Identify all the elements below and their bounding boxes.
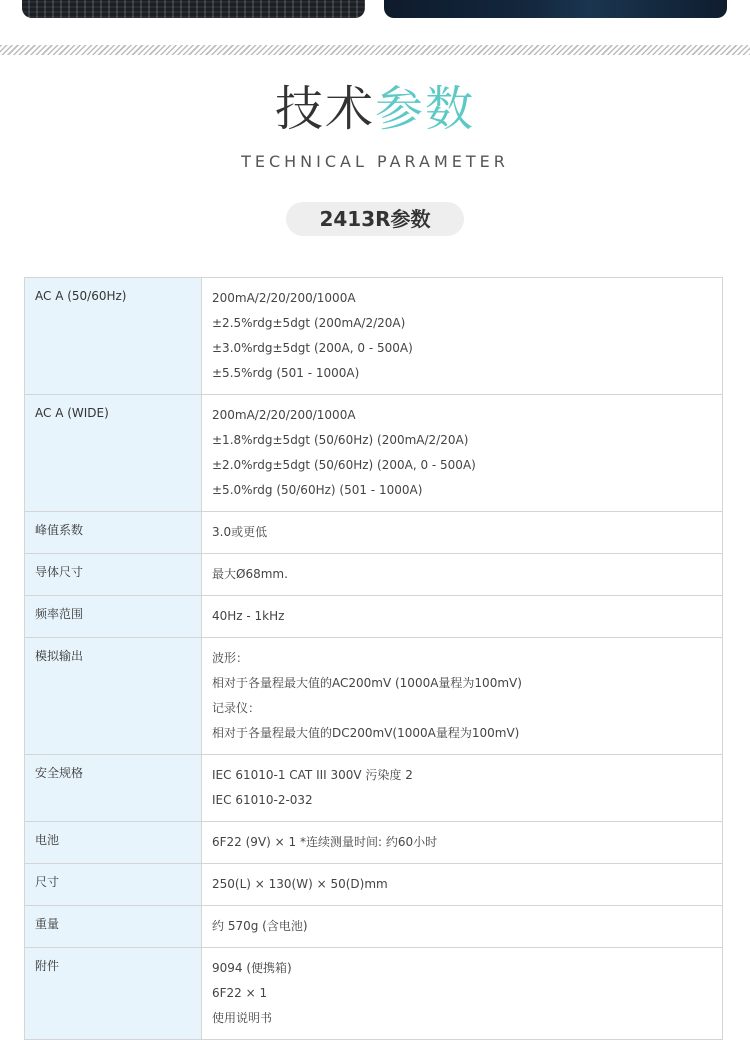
spec-value-line: 6F22 × 1 <box>212 986 268 1000</box>
table-row <box>25 554 723 596</box>
spec-value-line: 6F22 (9V) × 1 *连续测量时间: 约60小时 <box>212 835 438 849</box>
model-badge: 2413R参数 <box>286 202 464 236</box>
section-divider <box>0 45 750 55</box>
spec-label: 导体尺寸 <box>35 565 84 579</box>
spec-label: 尺寸 <box>35 875 60 889</box>
table-row <box>25 596 723 638</box>
table-row <box>25 864 723 906</box>
spec-value-cell <box>202 755 723 822</box>
table-row <box>25 948 723 1040</box>
spec-label: 峰值系数 <box>35 523 84 537</box>
spec-label-cell <box>25 864 202 906</box>
spec-label-cell <box>25 906 202 948</box>
table-row <box>25 906 723 948</box>
table-row <box>25 395 723 512</box>
spec-value-line: 使用说明书 <box>212 1011 273 1025</box>
spec-value-line: 记录仪： <box>212 701 261 715</box>
spec-value-line: 200mA/2/20/200/1000A <box>212 408 356 422</box>
spec-label: AC A (50/60Hz) <box>35 289 127 303</box>
spec-label: 模拟输出 <box>35 649 84 663</box>
spec-value-line: ±5.5%rdg (501 - 1000A) <box>212 366 360 380</box>
spec-value-cell <box>202 948 723 1040</box>
spec-value-cell <box>202 906 723 948</box>
spec-value-cell <box>202 638 723 755</box>
spec-value-line: 最大Ø68mm. <box>212 567 288 581</box>
spec-value-cell <box>202 596 723 638</box>
spec-label-cell <box>25 596 202 638</box>
spec-value-cell <box>202 822 723 864</box>
spec-table-body <box>25 278 723 1040</box>
spec-value-line: ±5.0%rdg (50/60Hz) (501 - 1000A) <box>212 483 423 497</box>
spec-value-line: 9094 (便携箱) <box>212 961 292 975</box>
section-subtitle: TECHNICAL PARAMETER <box>241 152 509 171</box>
table-row <box>25 755 723 822</box>
spec-value-line: 约 570g (含电池) <box>212 919 308 933</box>
product-photo-left <box>22 0 365 18</box>
section-title-main: 技术 <box>274 81 375 137</box>
spec-value-cell <box>202 395 723 512</box>
spec-value-line: ±1.8%rdg±5dgt (50/60Hz) (200mA/2/20A) <box>212 433 469 447</box>
spec-label-cell <box>25 755 202 822</box>
spec-value-line: IEC 61010-2-032 <box>212 793 313 807</box>
spec-value-line: 250(L) × 130(W) × 50(D)mm <box>212 877 388 891</box>
table-row <box>25 278 723 395</box>
spec-label-cell <box>25 395 202 512</box>
spec-value-line: 相对于各量程最大值的DC200mV(1000A量程为100mV) <box>212 726 520 740</box>
spec-label-cell <box>25 512 202 554</box>
spec-value-cell <box>202 278 723 395</box>
spec-label: 重量 <box>35 917 60 931</box>
section-title-accent: 参数 <box>375 81 476 137</box>
spec-label-cell <box>25 278 202 395</box>
spec-value-line: ±2.5%rdg±5dgt (200mA/2/20A) <box>212 316 406 330</box>
spec-label-cell <box>25 638 202 755</box>
spec-label: AC A (WIDE) <box>35 406 109 420</box>
spec-value-line: 相对于各量程最大值的AC200mV (1000A量程为100mV) <box>212 676 522 690</box>
spec-label-cell <box>25 822 202 864</box>
section-title <box>0 80 750 138</box>
product-photo-right <box>384 0 727 18</box>
spec-value-cell <box>202 864 723 906</box>
spec-label: 频率范围 <box>35 607 84 621</box>
spec-value-line: 40Hz - 1kHz <box>212 609 285 623</box>
spec-label-cell <box>25 554 202 596</box>
spec-value-line: 波形： <box>212 651 249 665</box>
table-row <box>25 822 723 864</box>
spec-value-line: IEC 61010-1 CAT III 300V 污染度 2 <box>212 768 413 782</box>
spec-label-cell <box>25 948 202 1040</box>
spec-value-line: 3.0或更低 <box>212 525 268 539</box>
spec-table <box>24 277 723 1040</box>
spec-value-cell <box>202 512 723 554</box>
top-banner-images <box>0 0 750 18</box>
spec-value-line: 200mA/2/20/200/1000A <box>212 291 356 305</box>
spec-value-cell <box>202 554 723 596</box>
spec-value-line: ±2.0%rdg±5dgt (50/60Hz) (200A, 0 - 500A) <box>212 458 476 472</box>
table-row <box>25 638 723 755</box>
spec-label: 附件 <box>35 959 60 973</box>
spec-label: 安全规格 <box>35 766 84 780</box>
spec-label: 电池 <box>35 833 60 847</box>
spec-value-line: ±3.0%rdg±5dgt (200A, 0 - 500A) <box>212 341 413 355</box>
table-row <box>25 512 723 554</box>
